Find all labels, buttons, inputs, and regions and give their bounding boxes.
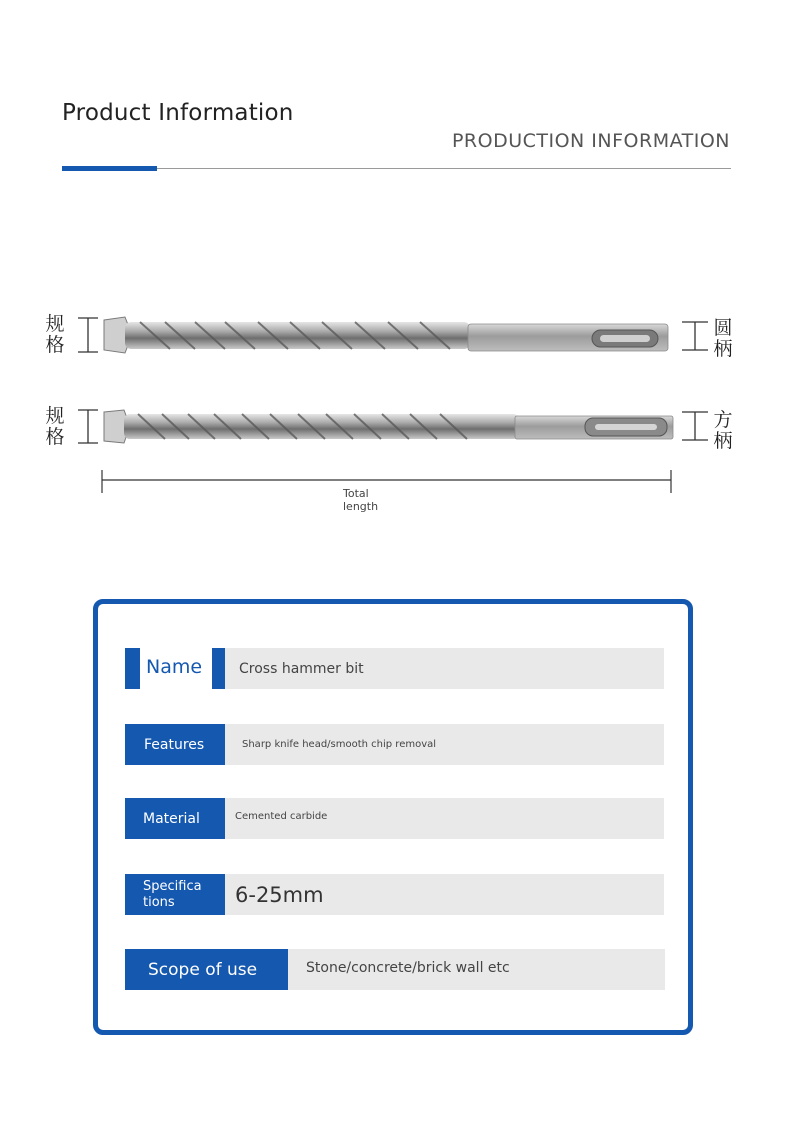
drill-bit-diagram — [0, 300, 790, 530]
shank-label-round: 圆柄 — [713, 317, 733, 360]
spec-label-scope: Scope of use — [125, 949, 288, 990]
page-title: Product Information — [62, 100, 294, 126]
spec-value-name: Cross hammer bit — [239, 660, 364, 677]
round-shank-bit — [78, 317, 708, 353]
spec-value-features: Sharp knife head/smooth chip removal — [242, 739, 437, 750]
spec-value-material: Cemented carbide — [235, 811, 328, 822]
spec-label-bit1: 规格 — [45, 313, 65, 356]
spec-label-name: Name — [146, 656, 203, 678]
page-subtitle: PRODUCTION INFORMATION — [451, 130, 730, 152]
total-length-label: Total length — [343, 487, 379, 513]
spec-label-specifications: Specifica tions — [125, 874, 225, 915]
spec-label-material: Material — [125, 798, 225, 839]
spec-label-bit2: 规格 — [45, 405, 65, 448]
name-tag-left-bar — [125, 648, 140, 689]
shank-label-square: 方柄 — [713, 409, 733, 452]
drill-bits-illustration — [0, 300, 790, 530]
spec-value-scope: Stone/concrete/brick wall etc — [306, 959, 510, 976]
name-tag-right-bar — [212, 648, 225, 689]
spec-label-features: Features — [125, 724, 225, 765]
header-divider — [62, 168, 731, 169]
header-accent-bar — [62, 166, 157, 171]
square-shank-bit — [78, 410, 708, 443]
total-length-dimension — [102, 470, 671, 493]
spec-value-specifications: 6-25mm — [235, 882, 324, 907]
